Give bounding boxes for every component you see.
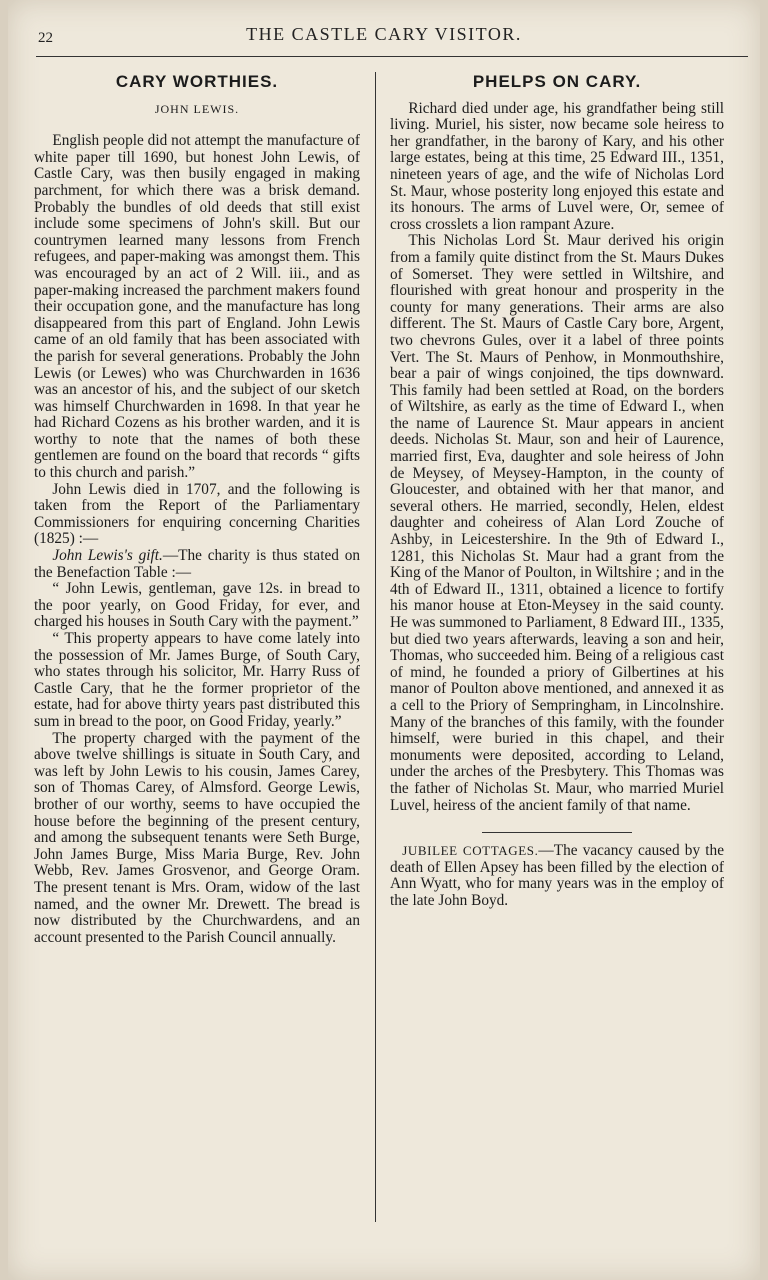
jubilee-cottages-notice (390, 843, 724, 909)
newspaper-page (8, 0, 760, 1280)
page-number: 22 (38, 30, 53, 46)
gift-lead: John Lewis's gift. (52, 547, 163, 565)
paragraph: “ John Lewis, gentleman, gave 12s. in bread to the poor yearly, on Good Friday, for ever, and charged his houses in South Cary with the payment.” (34, 580, 360, 631)
column-divider (375, 72, 376, 1222)
paragraph: This Nicholas Lord St. Maur derived his origin from a family quite distinct from the St. Maurs Dukes of Somerset. They were settled in Wiltshire, and flourished with great honour and prosperity in the county for many generations. Their arms are also different. The St. Maurs of Castle Cary bore, Argent, two chevrons Gules, over it a label of three points Vert. The St. Maurs of Penhow, in Monmouthshire, bear a pair of wings conjoined, the tips downward. This family had been settled at Road, on the borders of Wiltshire, as early as the time of Edward I., when the name of Laurence St. Maur appears in ancient deeds. Nicholas St. Maur, son and heir of Laurence, married first, Eva, daughter and sole heiress of John de Meysey, of Meysey-Hampton, in the county of Gloucester, and obtained with her that manor, and several others. He married, secondly, Helen, eldest daughter and coheiress of Alan Lord Zouche of Ashby, in Leicestershire. In the 9th of Edward I., 1281, this Nicholas St. Maur had a grant from the King of the Manor of Poulton, in Wiltshire ; and in the 4th of Edward II., 1311, obtained a licence to fortify his manor house at Eton-Meysey in the said county. He was summoned to Parliament, 8 Edward III., 1335, but died two years afterwards, leaving a son and heir, Thomas, who succeeded him. Being of a religious cast of mind, he founded a priory of Gilbertines at his manor of Poulton above mentioned, and annexed it as a cell to the Priory of Sempringham, in Lincolnshire. Many of the branches of this family, with the founder himself, were buried in this chapel, and their monuments were deposited, according to Leland, under the arches of the Presbytery. This Thomas was the father of Nicholas St. Maur, who married Muriel Luvel, heiress of the ancient family of that name. (390, 232, 724, 814)
right-column (390, 70, 724, 910)
paragraph: “ This property appears to have come lately into the possession of Mr. James Burge, of South Cary, who states through his solicitor, Mr. Harry Russ of Castle Cary, that he the former proprietor of the estate, had for above thirty years past distributed this sum in bread to the poor, on Good Friday, yearly.” (34, 630, 360, 730)
publication-title: THE CASTLE CARY VISITOR. (246, 24, 522, 44)
paragraph: Richard died under age, his grandfather being still living. Muriel, his sister, now became sole heiress to her grandfather, in the barony of Kary, and his other large estates, being at this time, 25 Edward III., 1351, nineteen years of age, and the wife of Nicholas Lord St. Maur, whose posterity long enjoyed this estate and its honours. The arms of Luvel were, Or, semee of cross crosslets a lion rampant Azure. (390, 99, 724, 233)
article-subtitle: JOHN LEWIS. (154, 101, 240, 116)
notice-lead: JUBILEE COTTAGES. (402, 843, 539, 859)
header-rule (36, 56, 748, 57)
notice-text: —The vacancy caused by the death of Ellen Apsey has been filled by the election of Ann Wyatt, who for many years was in the employ of the late John Boyd. (390, 842, 724, 909)
left-column (34, 70, 360, 946)
article-title-phelps-on-cary: PHELPS ON CARY. (472, 72, 642, 91)
gift-text: —The charity is thus stated on the Benefaction Table :— (34, 547, 360, 581)
paragraph: The property charged with the payment of the above twelve shillings is situate in South Cary, and was left by John Lewis to his cousin, James Carey, son of Thomas Carey, of Almsford. George Lewis, brother of our worthy, seems to have occupied the house before the beginning of the present century, and among the subsequent tenants were Seth Burge, John James Burge, Miss Maria Burge, Rev. John Webb, Rev. James Grosvenor, and George Oram. The present tenant is Mrs. Oram, widow of the last named, and the owner Mr. Drewett. The bread is now distributed by the Churchwardens, and an account presented to the Parish Council annually. (34, 729, 360, 946)
article-title-cary-worthies: CARY WORTHIES. (115, 72, 279, 91)
paragraph-gift (34, 548, 360, 581)
paragraph: John Lewis died in 1707, and the following is taken from the Report of the Parliamentary Commissioners for enquiring concerning Charities (1825) :— (34, 480, 360, 548)
notice-divider (482, 832, 632, 833)
running-head (8, 22, 760, 48)
paragraph: English people did not attempt the manufacture of white paper till 1690, but honest John Lewis, of Castle Cary, was then busily engaged in making parchment, for which there was a brisk demand. Probably the bundles of old deeds that still exist include some specimens of John's skill. But our countrymen learned many lessons from French refugees, and paper-making was amongst them. This was encouraged by an act of 2 Will. iii., and as paper-making increased the parchment makers found their occupation gone, and the manufacture has long disappeared from this part of England. John Lewis came of an old family that has been associated with the parish for several generations. Probably the John Lewis (or Lewes) who was Churchwarden in 1636 was an ancestor of his, and the subject of our sketch was himself Churchwarden in 1698. In that year he had Richard Cozens as his brother warden, and it is worthy to note that the names of both these gentlemen are found on the board that records “ gifts to this church and parish.” (34, 132, 360, 482)
